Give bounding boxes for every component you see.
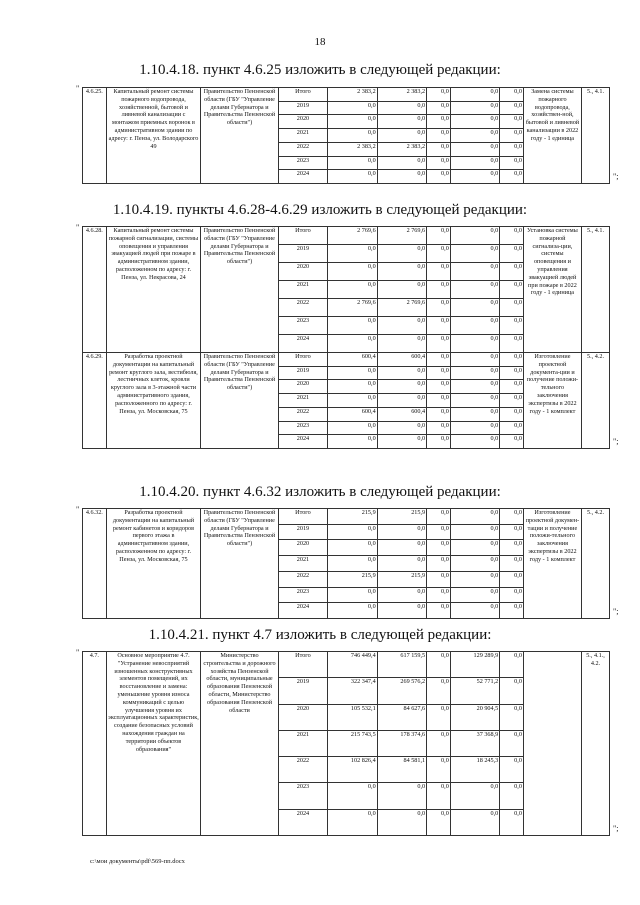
value-cell: 0,0 xyxy=(450,556,499,572)
item-name: Разработка проектной документации на капитальный ремонт кабинетов и коридоров первого этажа в административном здании, расположенном по адресу: г. Пенза, ул. Московская, 75 xyxy=(106,509,201,619)
value-cell: 0,0 xyxy=(450,156,499,170)
value-cell: 746 449,4 xyxy=(328,652,377,678)
value-cell: 0,0 xyxy=(500,263,524,281)
value-cell: 0,0 xyxy=(427,115,451,129)
value-cell: 0,0 xyxy=(377,115,426,129)
open-quote-mark: " xyxy=(76,505,80,514)
value-cell: 0,0 xyxy=(427,730,451,756)
item-indicator-ref: 5., 4.1., 4.2. xyxy=(581,652,609,836)
value-cell: 0,0 xyxy=(427,540,451,556)
value-cell: 0,0 xyxy=(377,317,426,335)
close-quote-mark: "; xyxy=(613,824,619,833)
value-cell: 0,0 xyxy=(450,603,499,619)
value-cell: 215,9 xyxy=(377,571,426,587)
item-indicator-ref: 5., 4.1. xyxy=(581,88,609,184)
value-cell: 0,0 xyxy=(328,366,377,380)
value-cell: 0,0 xyxy=(427,245,451,263)
value-cell: 0,0 xyxy=(427,263,451,281)
year-cell: 2022 xyxy=(278,407,327,421)
value-cell: 0,0 xyxy=(377,394,426,408)
year-cell: Итого xyxy=(278,227,327,245)
value-cell: 0,0 xyxy=(500,407,524,421)
item-name: Разработка проектной документации на капитальный ремонт круглого зала, вестибюля, лестничных клеток, кровли круглого зала в 3-этажной части административного здания, расположенного по адресу: г. Пенза, ул. Московская, 75 xyxy=(106,353,201,449)
value-cell: 617 159,5 xyxy=(377,652,426,678)
value-cell: 102 826,4 xyxy=(328,757,377,783)
value-cell: 0,0 xyxy=(500,571,524,587)
value-cell: 0,0 xyxy=(377,524,426,540)
value-cell: 2 769,6 xyxy=(377,299,426,317)
value-cell: 0,0 xyxy=(500,142,524,156)
value-cell: 0,0 xyxy=(500,245,524,263)
value-cell: 0,0 xyxy=(450,407,499,421)
value-cell: 269 576,2 xyxy=(377,678,426,704)
value-cell: 129 289,9 xyxy=(450,652,499,678)
value-cell: 0,0 xyxy=(328,380,377,394)
value-cell: 0,0 xyxy=(427,704,451,730)
value-cell: 0,0 xyxy=(500,757,524,783)
value-cell: 600,4 xyxy=(377,407,426,421)
value-cell: 0,0 xyxy=(427,142,451,156)
value-cell: 0,0 xyxy=(450,335,499,353)
value-cell: 0,0 xyxy=(500,421,524,435)
year-cell: Итого xyxy=(278,652,327,678)
value-cell: 0,0 xyxy=(328,540,377,556)
program-table xyxy=(82,226,610,449)
item-indicator-ref: 5., 4.2. xyxy=(581,353,609,449)
value-cell: 0,0 xyxy=(450,170,499,184)
value-cell: 178 374,6 xyxy=(377,730,426,756)
value-cell: 0,0 xyxy=(328,524,377,540)
item-executor: Министерство строительства и дорожного хозяйства Пензенской области, муниципальные образования Пензенской области, Министерство образования Пензенской области xyxy=(201,652,278,836)
value-cell: 2 383,2 xyxy=(377,142,426,156)
value-cell: 0,0 xyxy=(500,380,524,394)
value-cell: 0,0 xyxy=(427,394,451,408)
year-cell: 2021 xyxy=(278,556,327,572)
item-executor: Правительство Пензенской области (ГБУ "Управление делами Губернатора и Правительства Пензенской области") xyxy=(201,509,278,619)
value-cell: 0,0 xyxy=(328,435,377,449)
value-cell: 0,0 xyxy=(500,281,524,299)
value-cell: 0,0 xyxy=(450,571,499,587)
item-executor: Правительство Пензенской области (ГБУ "Управление делами Губернатора и Правительства Пензенской области") xyxy=(201,227,278,353)
value-cell: 0,0 xyxy=(500,704,524,730)
value-cell: 0,0 xyxy=(427,299,451,317)
year-cell: 2024 xyxy=(278,435,327,449)
value-cell: 0,0 xyxy=(500,353,524,367)
value-cell: 0,0 xyxy=(450,115,499,129)
value-cell: 0,0 xyxy=(427,335,451,353)
value-cell: 0,0 xyxy=(377,603,426,619)
value-cell: 0,0 xyxy=(427,101,451,115)
item-name: Капитальный ремонт системы пожарного водопровода, хозяйственной, бытовой и ливневой канализации с монтажом приемных воронок в административном здании по адресу: г. Пенза, ул. Володарского 49 xyxy=(106,88,201,184)
year-cell: 2021 xyxy=(278,394,327,408)
item-result-note: Изготовление проектной документа-ции и получение положи-тельного заключения экспертизы в 2022 году - 1 комплект xyxy=(523,353,581,449)
close-quote-mark: "; xyxy=(613,607,619,616)
value-cell: 0,0 xyxy=(427,129,451,143)
value-cell: 0,0 xyxy=(328,156,377,170)
year-cell: 2019 xyxy=(278,678,327,704)
value-cell: 0,0 xyxy=(500,156,524,170)
value-cell: 0,0 xyxy=(328,335,377,353)
item-number: 4.7. xyxy=(83,652,107,836)
value-cell: 0,0 xyxy=(427,652,451,678)
value-cell: 0,0 xyxy=(500,509,524,525)
value-cell: 0,0 xyxy=(500,524,524,540)
table-4-6-32 xyxy=(82,508,610,618)
value-cell: 0,0 xyxy=(427,421,451,435)
close-quote-mark: "; xyxy=(613,172,619,181)
value-cell: 322 347,4 xyxy=(328,678,377,704)
value-cell: 0,0 xyxy=(377,129,426,143)
item-indicator-ref: 5., 4.1. xyxy=(581,227,609,353)
item-executor: Правительство Пензенской области (ГБУ "Управление делами Губернатора и Правительства Пензенской области") xyxy=(201,88,278,184)
value-cell: 0,0 xyxy=(328,245,377,263)
value-cell: 2 769,6 xyxy=(328,299,377,317)
value-cell: 0,0 xyxy=(427,380,451,394)
value-cell: 2 383,2 xyxy=(328,142,377,156)
table-row xyxy=(83,353,610,367)
value-cell: 0,0 xyxy=(450,263,499,281)
page-number: 18 xyxy=(314,36,326,48)
value-cell: 0,0 xyxy=(328,170,377,184)
value-cell: 0,0 xyxy=(427,366,451,380)
value-cell: 0,0 xyxy=(500,809,524,835)
value-cell: 0,0 xyxy=(377,170,426,184)
year-cell: Итого xyxy=(278,88,327,102)
value-cell: 0,0 xyxy=(377,809,426,835)
value-cell: 0,0 xyxy=(377,245,426,263)
value-cell: 0,0 xyxy=(450,353,499,367)
value-cell: 0,0 xyxy=(377,783,426,809)
value-cell: 0,0 xyxy=(500,783,524,809)
value-cell: 0,0 xyxy=(427,809,451,835)
year-cell: 2019 xyxy=(278,524,327,540)
value-cell: 0,0 xyxy=(500,129,524,143)
year-cell: 2021 xyxy=(278,281,327,299)
value-cell: 0,0 xyxy=(377,335,426,353)
item-number: 4.6.32. xyxy=(83,509,107,619)
value-cell: 0,0 xyxy=(427,156,451,170)
value-cell: 0,0 xyxy=(427,524,451,540)
item-indicator-ref: 5., 4.2. xyxy=(581,509,609,619)
value-cell: 0,0 xyxy=(500,366,524,380)
value-cell: 0,0 xyxy=(427,783,451,809)
value-cell: 0,0 xyxy=(328,783,377,809)
year-cell: 2020 xyxy=(278,540,327,556)
value-cell: 600,4 xyxy=(377,353,426,367)
value-cell: 0,0 xyxy=(500,587,524,603)
value-cell: 0,0 xyxy=(500,678,524,704)
value-cell: 0,0 xyxy=(450,299,499,317)
year-cell: 2023 xyxy=(278,587,327,603)
value-cell: 0,0 xyxy=(377,366,426,380)
value-cell: 0,0 xyxy=(427,757,451,783)
year-cell: 2020 xyxy=(278,704,327,730)
value-cell: 0,0 xyxy=(377,556,426,572)
item-number: 4.6.29. xyxy=(83,353,107,449)
value-cell: 105 532,1 xyxy=(328,704,377,730)
year-cell: 2019 xyxy=(278,101,327,115)
value-cell: 0,0 xyxy=(450,245,499,263)
file-path-footer: c:\мои документы\pdf\569-пп.docx xyxy=(90,858,185,865)
table-row xyxy=(83,652,610,678)
value-cell: 52 771,2 xyxy=(450,678,499,704)
open-quote-mark: " xyxy=(76,648,80,657)
heading-4-6-32: 1.10.4.20. пункт 4.6.32 изложить в следующей редакции: xyxy=(139,484,501,500)
value-cell: 0,0 xyxy=(377,263,426,281)
value-cell: 0,0 xyxy=(328,603,377,619)
value-cell: 0,0 xyxy=(427,571,451,587)
year-cell: 2023 xyxy=(278,317,327,335)
value-cell: 0,0 xyxy=(450,809,499,835)
heading-4-6-25: 1.10.4.18. пункт 4.6.25 изложить в следующей редакции: xyxy=(139,62,501,78)
value-cell: 0,0 xyxy=(450,435,499,449)
value-cell: 0,0 xyxy=(328,317,377,335)
value-cell: 0,0 xyxy=(500,730,524,756)
value-cell: 0,0 xyxy=(328,115,377,129)
table-row xyxy=(83,227,610,245)
year-cell: 2023 xyxy=(278,783,327,809)
value-cell: 0,0 xyxy=(427,407,451,421)
close-quote-mark: "; xyxy=(613,437,619,446)
open-quote-mark: " xyxy=(76,84,80,93)
value-cell: 215,9 xyxy=(377,509,426,525)
value-cell: 0,0 xyxy=(427,88,451,102)
value-cell: 0,0 xyxy=(450,317,499,335)
year-cell: 2023 xyxy=(278,421,327,435)
value-cell: 0,0 xyxy=(328,421,377,435)
year-cell: 2024 xyxy=(278,170,327,184)
value-cell: 215,9 xyxy=(328,509,377,525)
value-cell: 0,0 xyxy=(450,88,499,102)
item-name: Капитальный ремонт системы пожарной сигнализации, системы оповещения и управления эвакуацией людей при пожаре в административном здании, расположенном по адресу: г. Пенза, ул. Некрасова, 24 xyxy=(106,227,201,353)
year-cell: 2022 xyxy=(278,299,327,317)
value-cell: 0,0 xyxy=(500,540,524,556)
value-cell: 0,0 xyxy=(377,380,426,394)
value-cell: 84 627,6 xyxy=(377,704,426,730)
value-cell: 0,0 xyxy=(450,540,499,556)
value-cell: 600,4 xyxy=(328,407,377,421)
value-cell: 0,0 xyxy=(450,227,499,245)
value-cell: 0,0 xyxy=(328,394,377,408)
value-cell: 0,0 xyxy=(500,101,524,115)
value-cell: 0,0 xyxy=(500,335,524,353)
program-table xyxy=(82,87,610,184)
value-cell: 0,0 xyxy=(500,88,524,102)
year-cell: 2023 xyxy=(278,156,327,170)
value-cell: 0,0 xyxy=(450,366,499,380)
value-cell: 0,0 xyxy=(450,509,499,525)
value-cell: 0,0 xyxy=(328,129,377,143)
item-executor: Правительство Пензенской области (ГБУ "Управление делами Губернатора и Правительства Пензенской области") xyxy=(201,353,278,449)
year-cell: 2021 xyxy=(278,129,327,143)
value-cell: 2 383,2 xyxy=(328,88,377,102)
value-cell: 0,0 xyxy=(377,156,426,170)
value-cell: 0,0 xyxy=(500,603,524,619)
value-cell: 0,0 xyxy=(377,435,426,449)
value-cell: 0,0 xyxy=(328,101,377,115)
item-name: Основное мероприятие 4.7. "Устранение невосприятий изношенных конструктивных элементов помещений, их восстановление и замена: уменьшение уровня износа коммуникаций с целью улучшения уровня их эксплуатационных характеристик, создание безопасных условий нахождения граждан на территории объектов образования" xyxy=(106,652,201,836)
value-cell: 0,0 xyxy=(427,509,451,525)
open-quote-mark: " xyxy=(76,223,80,232)
item-number: 4.6.28. xyxy=(83,227,107,353)
year-cell: 2022 xyxy=(278,757,327,783)
value-cell: 0,0 xyxy=(328,263,377,281)
item-result-note: Установка системы пожарной сигнализа-ции, системы оповещения и управления эвакуацией людей при пожаре в 2022 году - 1 единица xyxy=(523,227,581,353)
table-4-6-25 xyxy=(82,87,610,183)
value-cell: 0,0 xyxy=(450,281,499,299)
value-cell: 0,0 xyxy=(450,142,499,156)
item-result-note xyxy=(523,652,581,836)
year-cell: Итого xyxy=(278,509,327,525)
value-cell: 0,0 xyxy=(500,435,524,449)
value-cell: 0,0 xyxy=(500,299,524,317)
value-cell: 0,0 xyxy=(500,115,524,129)
table-row xyxy=(83,88,610,102)
value-cell: 0,0 xyxy=(450,421,499,435)
year-cell: 2020 xyxy=(278,263,327,281)
value-cell: 0,0 xyxy=(328,587,377,603)
value-cell: 0,0 xyxy=(500,170,524,184)
value-cell: 0,0 xyxy=(500,317,524,335)
table-4-6-28-29 xyxy=(82,226,610,448)
value-cell: 0,0 xyxy=(328,281,377,299)
value-cell: 0,0 xyxy=(450,394,499,408)
value-cell: 0,0 xyxy=(500,652,524,678)
value-cell: 0,0 xyxy=(328,809,377,835)
table-row xyxy=(83,509,610,525)
value-cell: 0,0 xyxy=(427,603,451,619)
item-number: 4.6.25. xyxy=(83,88,107,184)
program-table xyxy=(82,651,610,836)
value-cell: 215 743,5 xyxy=(328,730,377,756)
value-cell: 0,0 xyxy=(450,587,499,603)
value-cell: 0,0 xyxy=(450,380,499,394)
value-cell: 0,0 xyxy=(450,783,499,809)
value-cell: 0,0 xyxy=(427,353,451,367)
value-cell: 0,0 xyxy=(427,587,451,603)
value-cell: 0,0 xyxy=(500,394,524,408)
heading-4-7: 1.10.4.21. пункт 4.7 изложить в следующей редакции: xyxy=(148,627,492,643)
value-cell: 0,0 xyxy=(427,678,451,704)
value-cell: 0,0 xyxy=(377,101,426,115)
value-cell: 2 769,6 xyxy=(328,227,377,245)
value-cell: 84 581,1 xyxy=(377,757,426,783)
year-cell: 2022 xyxy=(278,571,327,587)
item-result-note: Изготовление проектной докумен-тации и получение положи-тельного заключения экспертизы в 2022 году - 1 комплект xyxy=(523,509,581,619)
value-cell: 600,4 xyxy=(328,353,377,367)
value-cell: 20 904,5 xyxy=(450,704,499,730)
value-cell: 0,0 xyxy=(500,227,524,245)
value-cell: 0,0 xyxy=(450,101,499,115)
value-cell: 215,9 xyxy=(328,571,377,587)
value-cell: 0,0 xyxy=(500,556,524,572)
year-cell: 2019 xyxy=(278,245,327,263)
year-cell: 2021 xyxy=(278,730,327,756)
value-cell: 0,0 xyxy=(427,317,451,335)
year-cell: 2024 xyxy=(278,335,327,353)
value-cell: 18 245,3 xyxy=(450,757,499,783)
value-cell: 0,0 xyxy=(427,556,451,572)
value-cell: 0,0 xyxy=(427,227,451,245)
value-cell: 0,0 xyxy=(377,540,426,556)
value-cell: 0,0 xyxy=(377,421,426,435)
value-cell: 37 368,9 xyxy=(450,730,499,756)
value-cell: 0,0 xyxy=(377,281,426,299)
item-result-note: Замена системы пожарного водопровода, хозяйствен-ной, бытовой и ливневой канализации в 2022 году - 1 единица xyxy=(523,88,581,184)
year-cell: 2020 xyxy=(278,380,327,394)
year-cell: 2020 xyxy=(278,115,327,129)
value-cell: 2 383,2 xyxy=(377,88,426,102)
year-cell: 2024 xyxy=(278,603,327,619)
value-cell: 0,0 xyxy=(427,170,451,184)
value-cell: 2 769,6 xyxy=(377,227,426,245)
value-cell: 0,0 xyxy=(450,524,499,540)
value-cell: 0,0 xyxy=(328,556,377,572)
year-cell: Итого xyxy=(278,353,327,367)
value-cell: 0,0 xyxy=(450,129,499,143)
value-cell: 0,0 xyxy=(377,587,426,603)
value-cell: 0,0 xyxy=(427,435,451,449)
heading-4-6-28-29: 1.10.4.19. пункты 4.6.28-4.6.29 изложить в следующей редакции: xyxy=(112,202,528,218)
year-cell: 2022 xyxy=(278,142,327,156)
year-cell: 2019 xyxy=(278,366,327,380)
year-cell: 2024 xyxy=(278,809,327,835)
table-4-7 xyxy=(82,651,610,835)
program-table xyxy=(82,508,610,619)
value-cell: 0,0 xyxy=(427,281,451,299)
